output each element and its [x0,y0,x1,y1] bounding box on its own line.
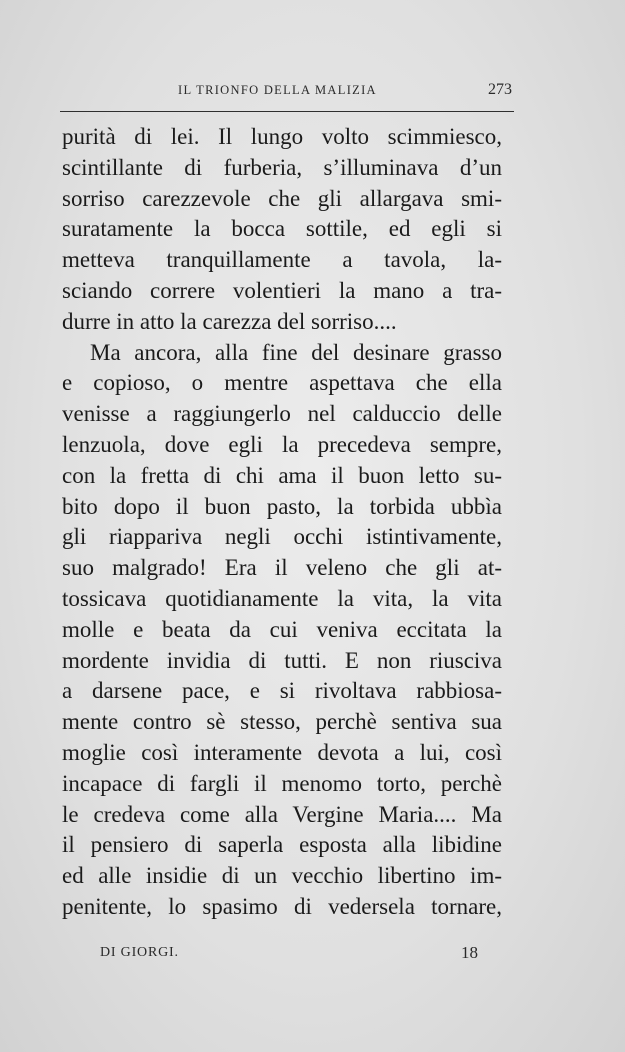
sheet-number: 18 [461,943,478,962]
page-footer [100,940,478,966]
text-line: suo malgrado! Era il veleno che gli at- [62,555,502,581]
text-line: con la fretta di chi ama il buon letto su- [62,462,502,488]
text-line: tossicava quotidianamente la vita, la vita [62,585,502,611]
running-header [62,79,512,101]
text-line: penitente, lo spasimo di vedersela tornare, [62,893,502,919]
text-line: metteva tranquillamente a tavola, la- [62,247,502,273]
text-line: venisse a raggiungerlo nel calduccio delle [62,401,502,427]
body-text [62,122,502,923]
text-line: e copioso, o mentre aspettava che ella [62,370,502,396]
text-line: il pensiero di saperla esposta alla libidine [62,832,502,858]
text-line: mordente invidia di tutti. E non riusciva [62,647,502,673]
text-line: Ma ancora, alla fine del desinare grasso [90,339,502,365]
text-line: suratamente la bocca sottile, ed egli si [62,216,502,242]
text-line: sciando correre volentieri la mano a tra- [62,277,502,303]
printer-signature: DI GIORGI. [100,945,179,960]
text-line: mente contro sè stesso, perchè sentiva sua [62,709,502,735]
page-number: 273 [488,81,512,98]
text-line: sorriso carezzevole che gli allargava smi- [62,185,502,211]
text-line: incapace di fargli il menomo torto, perchè [62,770,502,796]
text-line: molle e beata da cui veniva eccitata la [62,616,502,642]
text-line: moglie così interamente devota a lui, così [62,739,502,765]
text-line: durre in atto la carezza del sorriso.... [62,308,397,334]
text-line: gli riappariva negli occhi istintivamente, [62,524,502,550]
text-line: le credeva come alla Vergine Maria.... Ma [62,801,502,827]
text-line: scintillante di furberia, s’illuminava d’un [62,154,502,180]
text-line: lenzuola, dove egli la precedeva sempre, [62,431,502,457]
text-line: ed alle insidie di un vecchio libertino im- [62,863,502,889]
text-line: a darsene pace, e si rivoltava rabbiosa- [62,678,502,704]
text-line: bito dopo il buon pasto, la torbida ubbìa [62,493,502,519]
header-rule [60,111,514,112]
running-title: IL TRIONFO DELLA MALIZIA [178,83,377,97]
text-line: purità di lei. Il lungo volto scimmiesco, [62,124,502,149]
